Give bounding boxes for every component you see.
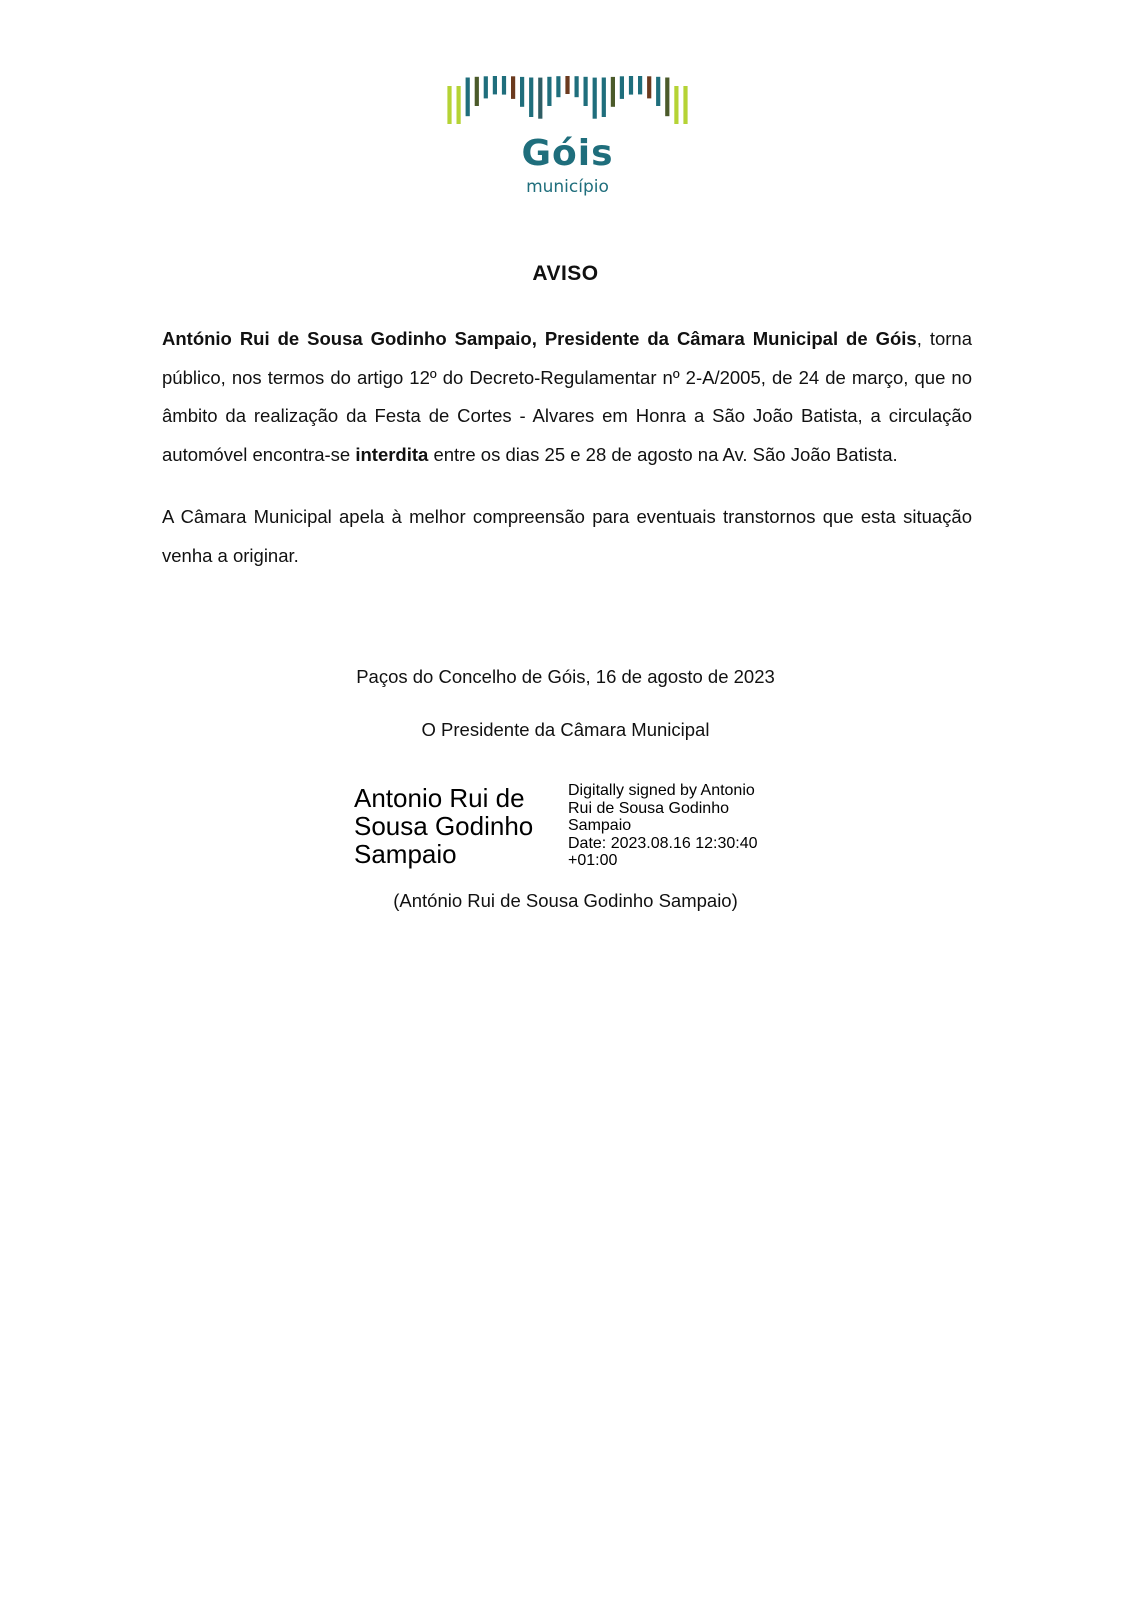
logo-bar: [547, 77, 551, 106]
bridge-arches-icon: [445, 72, 690, 132]
municipality-logo: [445, 72, 690, 202]
logo-bar: [447, 86, 451, 124]
notice-issuer: António Rui de Sousa Godinho Sampaio, Presidente da Câmara Municipal de Góis: [162, 328, 917, 349]
signature-meta-line: Rui de Sousa Godinho: [568, 799, 729, 817]
logo-bar: [629, 76, 633, 95]
logo-bar: [484, 76, 488, 98]
logo-bar: [584, 77, 588, 106]
signature-name-line: Antonio Rui de: [354, 783, 525, 813]
logo-bar: [593, 78, 597, 119]
logo-bar: [457, 86, 461, 124]
notice-paragraph: [162, 320, 972, 474]
logo-bar: [674, 86, 678, 124]
logo-bar: [493, 76, 497, 94]
logo-bar: [556, 76, 560, 97]
place-date: Paços do Concelho de Góis, 16 de agosto de 2023: [356, 666, 775, 687]
signature-name-line: Sampaio: [354, 839, 457, 869]
logo-bar: [638, 76, 642, 94]
logo-bar: [665, 78, 669, 117]
logo-bar: [602, 78, 606, 118]
notice-emphasis: interdita: [355, 443, 429, 465]
appeal-paragraph: A Câmara Municipal apela à melhor compreensão para eventuais transtornos que esta situação venha a originar.: [162, 506, 972, 566]
logo-bar: [529, 78, 533, 118]
logo-bar: [565, 76, 569, 94]
logo-name: Góis: [521, 133, 614, 174]
digital-signature-name: [354, 784, 564, 868]
logo-bar: [502, 76, 506, 95]
notice-text-part2: entre os dias 25 e 28 de agosto na Av. São João Batista.: [428, 443, 898, 465]
signature-meta-line: Sampaio: [568, 817, 632, 834]
signature-meta-line: +01:00: [568, 852, 618, 869]
logo-bar: [656, 77, 660, 106]
logo-bar: [466, 78, 470, 117]
notice-text-part1: , torna público, nos termos do artigo 12º do Decreto-Regulamentar nº 2-A/2005, de 24 de março, que no âmbito da realização da Festa de Cortes - Alvares em Honra a São João Batista, a circulação automóvel encontra-se: [162, 328, 973, 465]
logo-subtitle: município: [526, 177, 609, 197]
logo-bar: [611, 77, 615, 107]
logo-bar: [683, 86, 687, 124]
signature-meta-line: Digitally signed by Antonio: [568, 782, 755, 799]
logo-bar: [620, 76, 624, 99]
logo-bar: [575, 76, 579, 97]
signature-name-line: Sousa Godinho: [354, 811, 534, 841]
logo-bar: [475, 77, 479, 106]
logo-bar: [520, 77, 524, 107]
logo-bar: [647, 76, 651, 98]
signer-name: (António Rui de Sousa Godinho Sampaio): [393, 890, 738, 911]
logo-bar: [538, 78, 542, 119]
signature-meta-line: Date: 2023.08.16 12:30:40: [568, 834, 758, 852]
signer-role: O Presidente da Câmara Municipal: [421, 719, 710, 740]
logo-bar: [511, 76, 515, 99]
document-title: AVISO: [532, 262, 599, 285]
digital-signature-details: [568, 782, 798, 870]
